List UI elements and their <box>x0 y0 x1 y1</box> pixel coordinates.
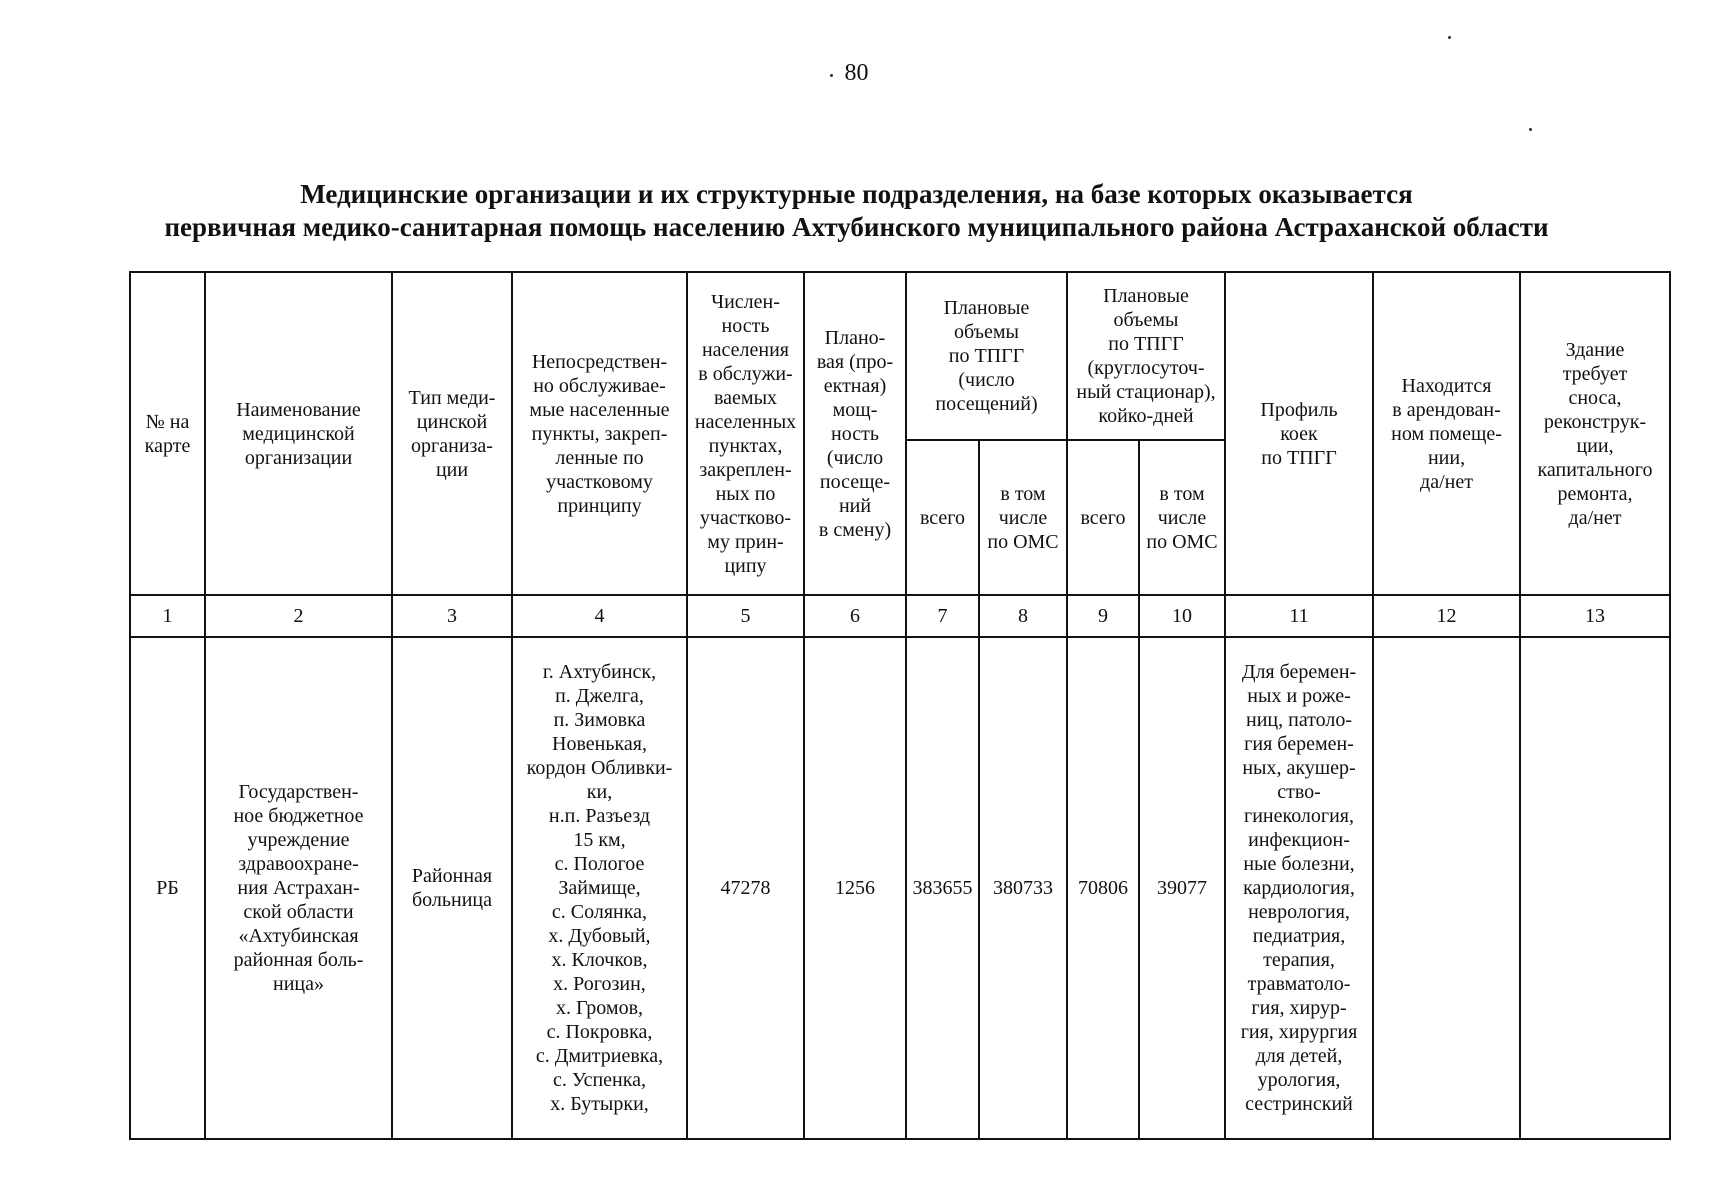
column-number-row <box>130 595 1670 637</box>
text-line: (число <box>958 369 1015 391</box>
text-line: ний <box>838 494 872 517</box>
text-line: ных и роже- <box>1247 685 1351 707</box>
text-line: реконструк- <box>1543 410 1647 433</box>
text-line: по ТПГГ <box>1108 333 1184 355</box>
text-line: районная боль- <box>233 949 364 971</box>
scan-dot <box>1529 128 1532 131</box>
text-line: населенных <box>694 410 797 433</box>
text-line: Займище, <box>558 877 641 899</box>
title-line-1: Медицинские организации и их структурные подразделения, на базе которых оказывается <box>300 179 1413 209</box>
text-line: ные болезни, <box>1243 853 1355 875</box>
header-group-visits <box>906 272 1067 440</box>
column-number: 8 <box>979 595 1067 637</box>
text-line: гия беремен- <box>1244 733 1354 755</box>
text-line: ки, <box>586 781 613 803</box>
text-line: в арендован- <box>1392 398 1501 421</box>
text-line: ции <box>435 458 469 481</box>
column-number: 7 <box>906 595 979 637</box>
table-row <box>130 637 1670 1139</box>
text-line: х. Бутырки, <box>550 1093 649 1115</box>
text-line: му прин- <box>707 530 784 553</box>
text-line: п. Зимовка <box>553 709 646 731</box>
text-line: для детей, <box>1255 1045 1343 1067</box>
text-line: с. Дмитриевка, <box>535 1045 664 1067</box>
text-line: да/нет <box>1568 506 1622 529</box>
text-line: закреплен- <box>699 458 792 481</box>
text-line: ство- <box>1277 781 1321 803</box>
cell-bed-profile <box>1225 637 1373 1139</box>
text-line: «Ахтубинская <box>238 925 359 947</box>
text-line: х. Громов, <box>555 997 644 1019</box>
header-group-beddays <box>1067 272 1225 440</box>
text-line: мощ- <box>832 398 878 421</box>
header-bed-profile <box>1225 272 1373 595</box>
column-number: 9 <box>1067 595 1139 637</box>
text-line: по ОМС <box>1146 530 1218 553</box>
column-number: 13 <box>1520 595 1670 637</box>
text-line: инфекцион- <box>1248 829 1350 851</box>
column-number: 3 <box>392 595 512 637</box>
text-line: здравоохране- <box>238 853 359 875</box>
text-line: Районная <box>411 865 493 887</box>
text-line: Для беремен- <box>1241 661 1357 683</box>
column-number: 10 <box>1139 595 1225 637</box>
text-line: ремонта, <box>1557 482 1633 505</box>
cell-visits-total: 383655 <box>906 637 979 1139</box>
text-line: ской области <box>243 901 354 923</box>
text-line: с. Покровка, <box>546 1021 653 1043</box>
text-line: № на <box>145 410 190 433</box>
header-visits-oms <box>979 440 1067 595</box>
text-line: объемы <box>1113 309 1179 331</box>
cell-rented <box>1373 637 1520 1139</box>
text-line: требует <box>1562 362 1628 385</box>
document-title <box>0 178 1713 244</box>
text-line: медицинской <box>242 422 355 445</box>
scan-dot <box>1448 36 1451 39</box>
text-line: организации <box>244 446 353 469</box>
text-line: пунктах, <box>708 434 783 457</box>
header-beddays-total: всего <box>1067 440 1139 595</box>
text-line: Тип меди- <box>408 386 496 409</box>
column-number: 11 <box>1225 595 1373 637</box>
header-rented <box>1373 272 1520 595</box>
text-line: терапия, <box>1263 949 1335 971</box>
text-line: Здание <box>1565 338 1625 361</box>
text-line: неврология, <box>1248 901 1350 923</box>
cell-visits-oms: 380733 <box>979 637 1067 1139</box>
column-number: 4 <box>512 595 687 637</box>
text-line: участково- <box>699 506 792 529</box>
text-line: нии, <box>1427 446 1466 469</box>
text-line: койко-дней <box>1098 405 1194 427</box>
text-line: ность <box>831 422 879 445</box>
text-line: сноса, <box>1568 386 1622 409</box>
text-line: числе <box>998 506 1048 529</box>
organizations-table <box>129 271 1671 1140</box>
cell-settlements <box>512 637 687 1139</box>
text-line: х. Дубовый, <box>548 925 651 947</box>
column-number: 5 <box>687 595 804 637</box>
text-line: ный стационар), <box>1076 381 1216 403</box>
text-line: ектная) <box>823 374 887 397</box>
text-line: в том <box>1000 482 1046 505</box>
text-line: посеще- <box>819 470 891 493</box>
cell-org-type <box>392 637 512 1139</box>
column-number: 6 <box>804 595 906 637</box>
text-line: кордон Обливки- <box>526 757 673 779</box>
text-line: Числен- <box>711 290 780 313</box>
text-line: Плано- <box>824 326 886 349</box>
text-line: организа- <box>411 434 493 457</box>
text-line: Профиль <box>1260 398 1338 421</box>
cell-map-no: РБ <box>130 637 205 1139</box>
text-line: ница» <box>273 973 324 995</box>
cell-beddays-total: 70806 <box>1067 637 1139 1139</box>
text-line: мые населенные <box>529 398 670 421</box>
text-line: цинской <box>416 410 488 433</box>
text-line: ции, <box>1576 434 1614 457</box>
text-line: коек <box>1280 422 1318 445</box>
text-line: но обслуживае- <box>533 374 666 397</box>
text-line: ное бюджетное <box>233 805 364 827</box>
header-map-no <box>130 272 205 595</box>
text-line: учреждение <box>247 829 350 851</box>
text-line: населения <box>701 338 790 361</box>
cell-population: 47278 <box>687 637 804 1139</box>
text-line: по ТПГГ <box>948 345 1025 367</box>
cell-needs-repair <box>1520 637 1670 1139</box>
text-line: больница <box>412 889 492 911</box>
text-line: участковому <box>546 470 653 493</box>
text-line: кардиология, <box>1243 877 1355 899</box>
text-line: принципу <box>557 494 642 517</box>
text-line: ных по <box>715 482 776 505</box>
column-number: 2 <box>205 595 392 637</box>
text-line: ленные по <box>555 446 644 469</box>
header-beddays-oms <box>1139 440 1225 595</box>
page-number: 80 <box>844 60 869 86</box>
text-line: капитального <box>1537 458 1653 481</box>
text-line: педиатрия, <box>1252 925 1346 947</box>
column-number: 1 <box>130 595 205 637</box>
text-line: п. Джелга, <box>555 685 644 707</box>
text-line: числе <box>1157 506 1207 529</box>
text-line: гинекология, <box>1244 805 1355 827</box>
header-population <box>687 272 804 595</box>
text-line: н.п. Разъезд <box>548 805 651 827</box>
text-line: гия, хирур- <box>1251 997 1347 1019</box>
header-needs-repair <box>1520 272 1670 595</box>
header-org-name <box>205 272 392 595</box>
text-line: Плановые <box>943 297 1030 319</box>
text-line: в смену) <box>818 518 892 541</box>
text-line: посещений) <box>935 393 1038 415</box>
text-line: объемы <box>954 321 1019 343</box>
cell-org-name <box>205 637 392 1139</box>
text-line: ния Астрахан- <box>237 877 360 899</box>
text-line: в том <box>1159 482 1205 505</box>
text-line: Непосредствен- <box>531 350 668 373</box>
text-line: пункты, закреп- <box>531 422 668 445</box>
header-capacity <box>804 272 906 595</box>
text-line: (круглосуточ- <box>1087 357 1205 379</box>
text-line: Плановые <box>1103 285 1189 307</box>
text-line: вая (про- <box>816 350 894 373</box>
text-line: с. Успенка, <box>552 1069 647 1091</box>
text-line: по ТПГГ <box>1261 446 1337 469</box>
text-line: ниц, патоло- <box>1246 709 1353 731</box>
text-line: 15 км, <box>573 829 626 851</box>
text-line: Находится <box>1401 374 1492 397</box>
text-line: да/нет <box>1420 470 1473 493</box>
text-line: х. Клочков, <box>551 949 648 971</box>
text-line: гия, хирургия <box>1240 1021 1358 1043</box>
title-line-2: первичная медико-санитарная помощь населению Ахтубинского муниципального района Астраханской области <box>164 212 1549 242</box>
column-number: 12 <box>1373 595 1520 637</box>
text-line: ном помеще- <box>1391 422 1502 445</box>
text-line: травматоло- <box>1247 973 1351 995</box>
cell-capacity: 1256 <box>804 637 906 1139</box>
text-line: урология, <box>1257 1069 1341 1091</box>
header-row <box>130 272 1670 440</box>
text-line: сестринский <box>1245 1093 1353 1115</box>
text-line: ципу <box>724 554 767 577</box>
text-line: с. Солянка, <box>551 901 648 923</box>
text-line: ваемых <box>713 386 778 409</box>
text-line: с. Пологое <box>554 853 645 875</box>
cell-beddays-oms: 39077 <box>1139 637 1225 1139</box>
text-line: ность <box>721 314 770 337</box>
text-line: карте <box>144 434 191 457</box>
header-settlements <box>512 272 687 595</box>
text-line: х. Рогозин, <box>553 973 646 995</box>
header-visits-total: всего <box>906 440 979 595</box>
text-line: г. Ахтубинск, <box>542 661 657 683</box>
header-org-type <box>392 272 512 595</box>
text-line: (число <box>826 446 884 469</box>
text-line: ных, акушер- <box>1242 757 1356 779</box>
text-line: Государствен- <box>238 781 359 803</box>
text-line: по ОМС <box>987 530 1059 553</box>
text-line: в обслужи- <box>698 362 793 385</box>
text-line: Новенькая, <box>552 733 647 755</box>
text-line: Наименование <box>236 398 361 421</box>
